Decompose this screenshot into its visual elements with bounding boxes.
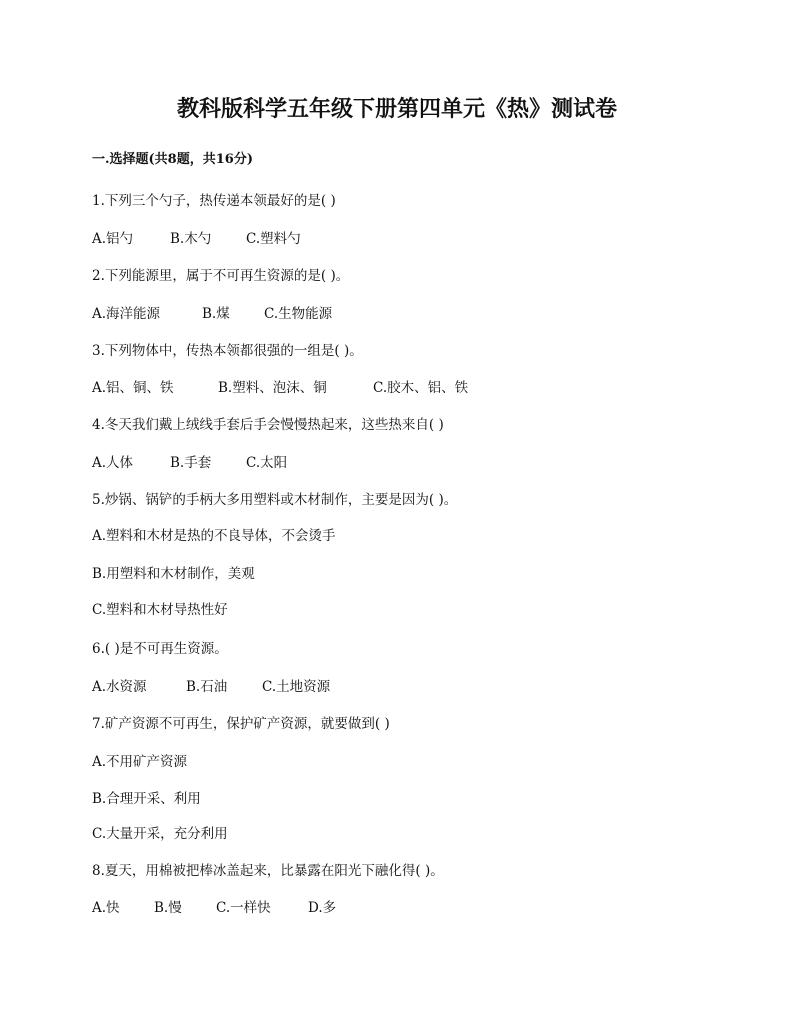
page-title: 教科版科学五年级下册第四单元《热》测试卷 xyxy=(176,96,617,122)
option-d: D.多 xyxy=(308,900,337,916)
question-7-option-b: B.合理开采、利用 xyxy=(92,791,201,807)
option-c: C.胶木、铝、铁 xyxy=(373,380,469,396)
option-a: A.水资源 xyxy=(92,679,147,695)
question-7: 7.矿产资源不可再生，保护矿产资源，就要做到( ) xyxy=(92,716,390,732)
question-3: 3.下列物体中，传热本领都很强的一组是( )。 xyxy=(92,343,363,359)
option-c: C.太阳 xyxy=(246,455,288,471)
question-6: 6.( )是不可再生资源。 xyxy=(92,641,228,657)
section-heading: 一.选择题(共8题，共16分) xyxy=(92,152,253,167)
option-b: B.石油 xyxy=(186,679,228,695)
option-c: C.土地资源 xyxy=(262,679,331,695)
option-c: C.生物能源 xyxy=(264,306,333,322)
question-6-options xyxy=(92,678,330,696)
option-c: C.一样快 xyxy=(216,900,271,916)
question-5-option-c: C.塑料和木材导热性好 xyxy=(92,602,228,618)
option-b: B.木勺 xyxy=(170,231,212,247)
question-3-options xyxy=(92,379,468,397)
question-2: 2.下列能源里，属于不可再生资源的是( )。 xyxy=(92,268,350,284)
option-b: B.煤 xyxy=(202,306,230,322)
question-5-option-b: B.用塑料和木材制作，美观 xyxy=(92,566,255,582)
question-1-options xyxy=(92,230,301,248)
question-8-options xyxy=(92,899,336,917)
question-7-option-a: A.不用矿产资源 xyxy=(92,754,188,770)
question-4-options xyxy=(92,454,287,472)
question-8: 8.夏天，用棉被把棒冰盖起来，比暴露在阳光下融化得( )。 xyxy=(92,863,444,879)
question-4: 4.冬天我们戴上绒线手套后手会慢慢热起来，这些热来自( ) xyxy=(92,417,444,433)
option-a: A.快 xyxy=(92,900,120,916)
option-a: A.人体 xyxy=(92,455,134,471)
question-5: 5.炒锅、锅铲的手柄大多用塑料或木材制作，主要是因为( )。 xyxy=(92,492,458,508)
option-b: B.慢 xyxy=(154,900,182,916)
option-b: B.塑料、泡沫、铜 xyxy=(218,380,327,396)
option-c: C.塑料勺 xyxy=(246,231,301,247)
question-1: 1.下列三个勺子，热传递本领最好的是( ) xyxy=(92,193,336,209)
question-2-options xyxy=(92,305,332,323)
question-7-option-c: C.大量开采，充分利用 xyxy=(92,826,228,842)
option-a: A.铝勺 xyxy=(92,231,134,247)
option-a: A.铝、铜、铁 xyxy=(92,380,174,396)
option-b: B.手套 xyxy=(170,455,212,471)
option-a: A.海洋能源 xyxy=(92,306,161,322)
question-5-option-a: A.塑料和木材是热的不良导体，不会烫手 xyxy=(92,528,336,544)
